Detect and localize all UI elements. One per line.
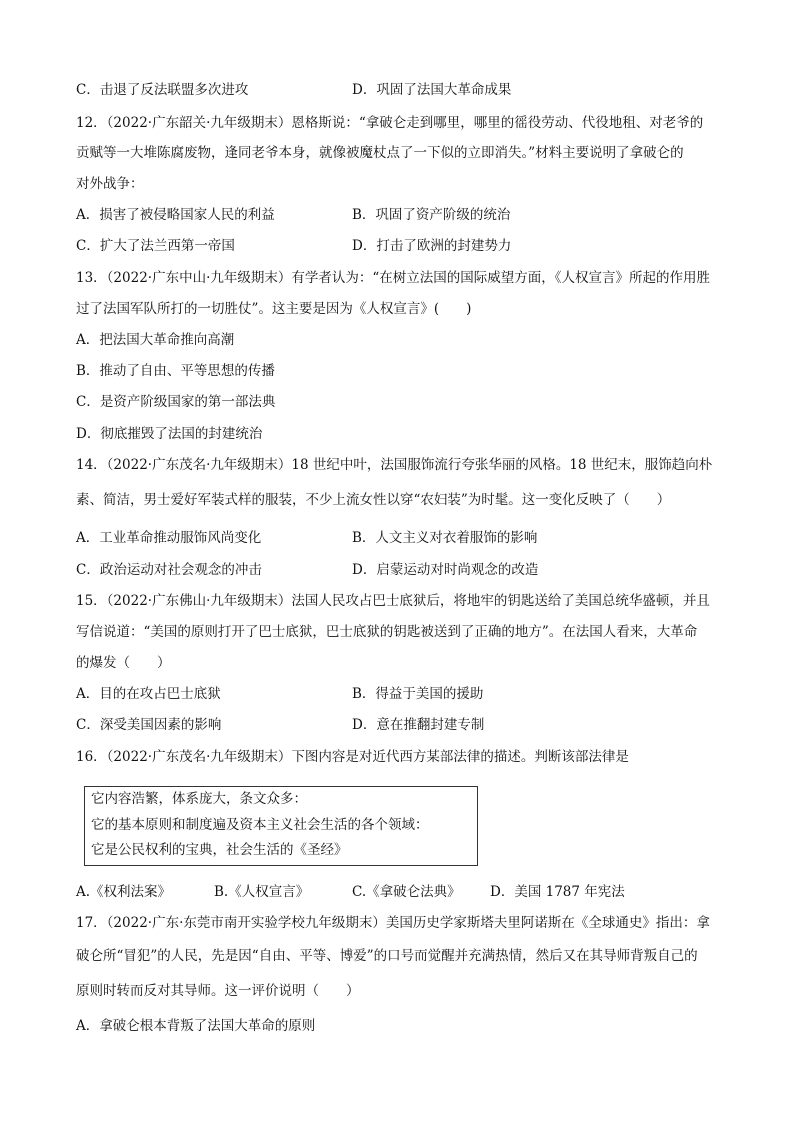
q13-option-c: C．是资产阶级国家的第一部法典 [76,394,276,410]
q17-option-a: A．拿破仑根本背叛了法国大革命的原则 [76,1018,316,1034]
q15-stem-line-1: 15．（2022·广东佛山·九年级期末）法国人民攻占巴士底狱后，将地牢的钥匙送给了美国总统华盛顿，并且 [76,593,710,609]
q13-option-d: D．彻底摧毁了法国的封建统治 [76,426,263,442]
q14-stem-line-1: 14．（2022·广东茂名·九年级期末）18 世纪中叶，法国服饰流行夸张华丽的风格。18 世纪末，服饰趋向朴 [76,457,713,473]
q16-option-d: D．美国 1787 年宪法 [490,884,625,900]
q13-option-a: A．把法国大革命推向高潮 [76,332,235,348]
q12-option-d: D．打击了欧洲的封建势力 [352,238,512,254]
q16-option-c: C.《拿破仑法典》 [352,884,461,900]
q17-stem-line-1: 17．（2022·广东·东莞市南开实验学校九年级期末）美国历史学家斯塔夫里阿诺斯在《全球通史》指出：拿 [76,915,710,931]
q14-option-d: D．启蒙运动对时尚观念的改造 [352,562,539,578]
q13-stem-line-2: 过了法国军队所打的一切胜仗”。这主要是因为《人权宣言》( ) [76,301,472,317]
q13-option-b: B．推动了自由、平等思想的传播 [76,363,275,379]
q11-option-d: D．巩固了法国大革命成果 [352,82,512,98]
q16-material-line-1: 它内容浩繁，体系庞大，条文众多： [91,791,307,807]
q15-stem-line-3: 的爆发（ ） [76,655,171,671]
q16-option-b: B.《人权宣言》 [214,884,310,900]
q14-option-c: C．政治运动对社会观念的冲击 [76,562,262,578]
q16-material-box [84,786,478,866]
q17-stem-line-3: 原则时转而反对其导师。这一评价说明（ ） [76,983,360,999]
q15-option-d: D．意在推翻封建专制 [352,717,485,733]
q13-stem-line-1: 13．（2022·广东中山·九年级期末）有学者认为：“在树立法国的国际威望方面，《人权宣言》所起的作用胜 [76,270,711,286]
q12-option-a: A．损害了被侵略国家人民的利益 [76,207,275,223]
q14-option-b: B．人文主义对衣着服饰的影响 [352,530,538,546]
q12-stem-line-3: 对外战争： [76,176,144,192]
q17-stem-line-2: 破仑所“冒犯”的人民，先是因“自由、平等、博爱”的口号而觉醒并充满热情，然后又在其导师背叛自己的 [76,948,698,964]
q15-stem-line-2: 写信说道：“美国的原则打开了巴士底狱，巴士底狱的钥匙被送到了正确的地方”。在法国人看来，大革命 [76,624,698,640]
q12-stem-line-1: 12．（2022·广东韶关·九年级期末）恩格斯说：“拿破仑走到哪里，哪里的徭役劳动、代役地租、对老爷的 [76,115,704,131]
q15-option-c: C．深受美国因素的影响 [76,717,222,733]
q16-material-line-2: 它的基本原则和制度遍及资本主义社会生活的各个领域： [91,817,429,833]
q15-option-a: A．目的在攻占巴士底狱 [76,686,221,702]
q14-option-a: A．工业革命推动服饰风尚变化 [76,530,262,546]
q12-option-b: B．巩固了资产阶级的统治 [352,207,511,223]
q15-option-b: B．得益于美国的援助 [352,686,484,702]
q11-option-c: C．击退了反法联盟多次进攻 [76,82,249,98]
q12-option-c: C．扩大了法兰西第一帝国 [76,238,235,254]
q12-stem-line-2: 贡赋等一大堆陈腐废物，逢同老爷本身，就像被魔杖点了一下似的立即消失。”材料主要说明了拿破仑的 [76,145,684,161]
q16-option-a: A.《权利法案》 [76,884,172,900]
q14-stem-line-2: 素、简洁，男士爱好军装式样的服装，不少上流女性以穿“农妇装”为时髦。这一变化反映了（ ） [76,492,671,508]
q16-material-line-3: 它是公民权利的宝典，社会生活的《圣经》 [91,842,348,858]
q16-stem-line-1: 16．（2022·广东茂名·九年级期末）下图内容是对近代西方某部法律的描述。判断该部法律是 [76,749,629,765]
